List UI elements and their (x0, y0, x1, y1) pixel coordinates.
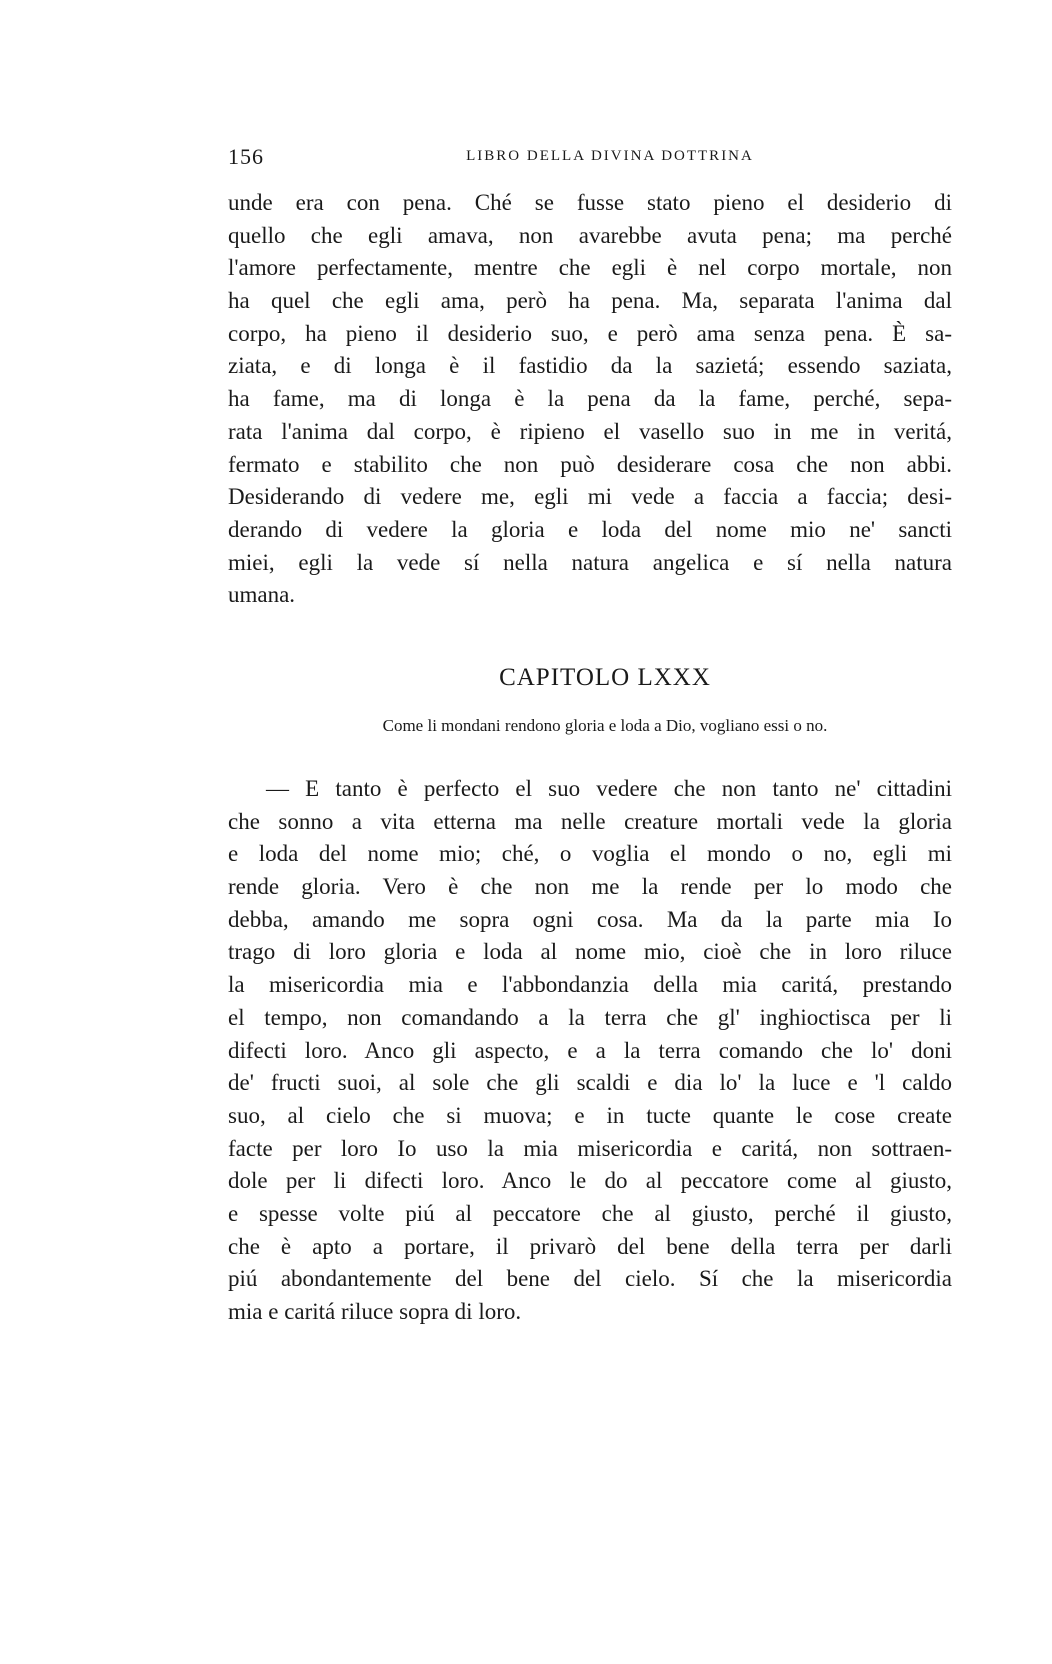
text-line: suo, al cielo che si muova; e in tucte quante le cose create (228, 1102, 952, 1128)
chapter-title: CAPITOLO LXXX (499, 664, 711, 691)
running-head (228, 144, 952, 172)
text-line: che è apto a portare, il privarò del bene della terra per darli (228, 1233, 952, 1259)
text-line: dole per li difecti loro. Anco le do al peccatore come al giusto, (228, 1168, 952, 1194)
text-line: quello che egli amava, non avarebbe avuta pena; ma perché (228, 222, 952, 248)
text-line: difecti loro. Anco gli aspecto, e a la terra comando che lo' doni (228, 1037, 952, 1063)
text-line: che sonno a vita etterna ma nelle creature mortali vede la gloria (228, 808, 952, 834)
text-line: umana. (228, 582, 296, 608)
text-line: ha quel che egli ama, però ha pena. Ma, separata l'anima dal (228, 288, 952, 314)
page-number: 156 (228, 144, 264, 169)
text-line: corpo, ha pieno il desiderio suo, e però ama senza pena. È sa- (228, 320, 952, 346)
text-line: debba, amando me sopra ogni cosa. Ma da la parte mia Io (228, 906, 952, 932)
text-line: de' fructi suoi, al sole che gli scaldi e dia lo' la luce e 'l caldo (228, 1070, 952, 1096)
text-line: derando di vedere la gloria e loda del nome mio ne' sancti (228, 516, 952, 542)
text-line: — E tanto è perfecto el suo vedere che non tanto ne' cittadini (266, 776, 952, 801)
text-line: trago di loro gloria e loda al nome mio, cioè che in loro riluce (228, 939, 952, 965)
text-line: rata l'anima dal corpo, è ripieno el vasello suo in me in veritá, (228, 418, 952, 444)
text-line: l'amore perfectamente, mentre che egli è nel corpo mortale, non (228, 255, 952, 281)
text-line: ha fame, ma di longa è la pena da la fame, perché, sepa- (228, 386, 952, 412)
text-line: fermato e stabilito che non può desiderare cosa che non abbi. (228, 451, 952, 477)
text-line: Desiderando di vedere me, egli mi vede a faccia a faccia; desi- (228, 484, 952, 510)
text-line: rende gloria. Vero è che non me la rende per lo modo che (228, 874, 952, 900)
text-line: ziata, e di longa è il fastidio da la sazietá; essendo saziata, (228, 353, 952, 379)
paragraph-1 (228, 187, 952, 612)
text-line: la misericordia mia e l'abbondanzia della mia caritá, prestando (228, 972, 952, 998)
paragraph-2 (228, 773, 952, 1329)
text-line: facte per loro Io uso la mia misericordia e caritá, non sottraen- (228, 1135, 952, 1161)
text-line: unde era con pena. Ché se fusse stato pieno el desiderio di (228, 190, 952, 215)
text-line: e loda del nome mio; ché, o voglia el mondo o no, egli mi (228, 841, 952, 867)
running-title: LIBRO DELLA DIVINA DOTTRINA (466, 148, 754, 164)
text-line: piú abondantemente del bene del cielo. Sí che la misericordia (228, 1266, 952, 1292)
text-line: e spesse volte piú al peccatore che al giusto, perché il giusto, (228, 1200, 952, 1226)
text-line: el tempo, non comandando a la terra che gl' inghioctisca per li (228, 1004, 952, 1030)
chapter-subtitle: Come li mondani rendono gloria e loda a Dio, vogliano essi o no. (382, 716, 828, 735)
text-line: miei, egli la vede sí nella natura angelica e sí nella natura (228, 549, 952, 575)
text-line: mia e caritá riluce sopra di loro. (228, 1299, 522, 1324)
